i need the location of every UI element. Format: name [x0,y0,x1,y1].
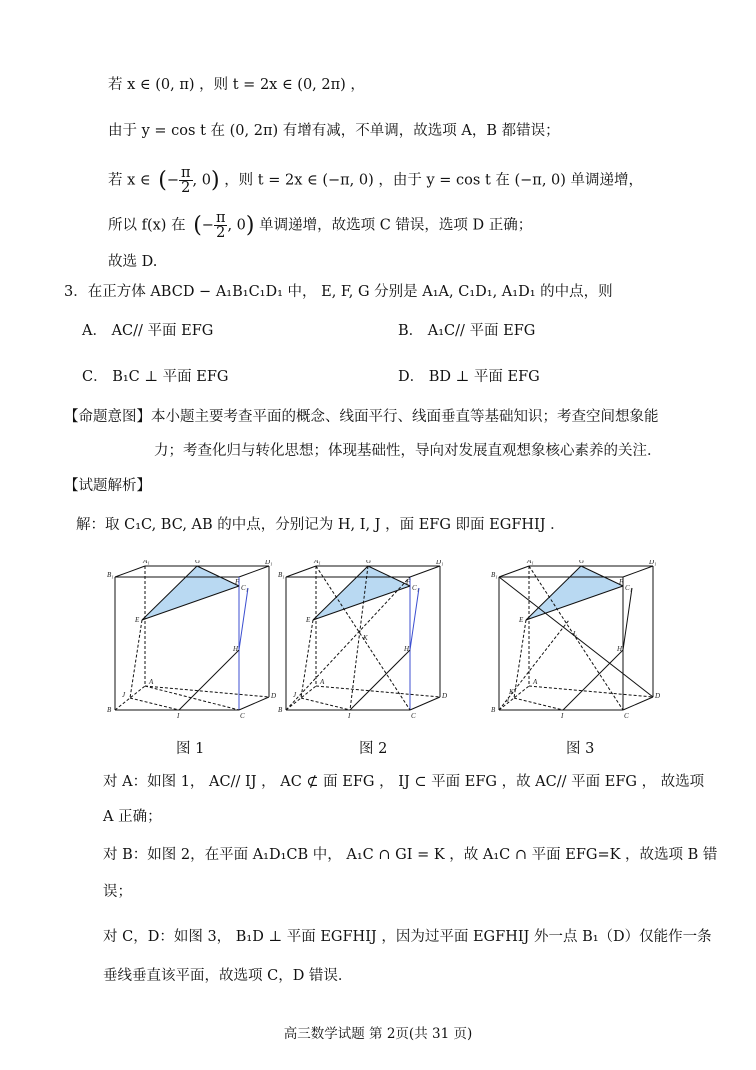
label-B1: B₁ [491,571,498,579]
label-B: B [278,706,283,714]
para-a-line-1: 对 A：如图 1， AC// IJ ， AC ⊄ 面 EFG ， IJ ⊂ 平面 EFG ，故 AC// 平面 EFG ， 故选项 [103,774,705,790]
label-K: K [363,634,368,642]
line-1: 若 x ∈ (0, π) ，则 t = 2x ∈ (0, 2π) ， [108,77,365,93]
label-J: J [122,691,126,699]
label-C1: C₁ [241,584,249,592]
line-3-start: 若 x ∈ [108,172,151,189]
label-H: H [617,645,623,653]
label-A: A [149,678,154,686]
label-J: J [293,691,297,699]
line-3-end: ，则 t = 2x ∈ (−π, 0) ，由于 y = cos t 在 (−π, 0) 单调递增， [224,172,644,189]
frac-num: π [181,165,191,181]
label-I: I [177,712,180,720]
caption-figure-3: 图 3 [566,741,595,757]
option-a: A． AC// 平面 EFG [82,323,214,339]
label-E: E [306,616,311,624]
line-4-end: 单调递增，故选项 C 错误，选项 D 正确； [259,217,533,234]
para-cd-line-1: 对 C，D：如图 3， B₁D ⊥ 平面 EGFHIJ ，因为过平面 EGFHIJ 外一点 B₁（D）仅能作一条 [103,929,712,945]
fraction-neg-pi-half: − $\frac{\pi}{2}$ , 0 [166,165,211,196]
label-G: G [366,560,372,565]
paren-close: ) [210,167,220,193]
analysis-heading: 【试题解析】 [64,478,151,494]
para-b-line-2: 误； [103,884,132,900]
label-D: D [442,692,448,700]
frac-den: 2 [181,180,191,196]
shaded-plane [142,566,239,620]
line-5: 故选 D. [108,254,158,270]
label-B1: B₁ [107,571,114,579]
frac-num-2: π [215,210,226,226]
para-b-line-1: 对 B：如图 2，在平面 A₁D₁CB 中， A₁C ∩ GI = K ，故 A₁C ∩ 平面 EFG=K ，故选项 B 错 [103,847,718,863]
label-D: D [655,692,661,700]
label-G: G [579,560,585,565]
para-a-line-2: A 正确； [103,809,162,825]
line-3 [108,166,643,195]
line-2: 由于 y = cos t 在 (0, 2π) 有增有减，不单调，故选项 A，B 都错误； [108,123,560,139]
label-H: H [233,645,239,653]
figure-2-cube [276,560,451,725]
label-E: E [135,616,140,624]
solution-line: 解：取 C₁C, BC, AB 的中点，分别记为 H, I, J ，面 EFG 即面 EGFHIJ ． [76,517,565,533]
label-H: H [404,645,410,653]
label-C1: C₁ [625,584,633,592]
intent-line-2: 力；考查化归与转化思想；体现基础性，导向对发展直观想象核心素养的关注． [154,443,662,459]
label-D1: D₁ [436,560,444,566]
page-footer: 高三数学试题 第 2页(共 31 页) [283,1026,473,1042]
option-d: D． BD ⊥ 平面 EFG [398,369,540,385]
label-D: D [271,692,277,700]
label-E: E [519,616,524,624]
label-K: K [509,688,514,696]
fraction-neg-pi-half-2: − $\frac{\pi}{2}$ , 0 [201,210,246,241]
label-C1: C₁ [412,584,420,592]
label-F: F [406,578,411,586]
label-C: C [411,712,416,720]
label-L: L [573,630,577,638]
option-b: B． A₁C// 平面 EFG [398,323,536,339]
label-F: F [235,578,240,586]
label-A: A [533,678,538,686]
intent-line-1: 【命题意图】本小题主要考查平面的概念、线面平行、线面垂直等基础知识；考查空间想象能 [64,409,659,425]
caption-figure-2: 图 2 [359,741,388,757]
label-C: C [240,712,245,720]
paren-open-2: ( [193,212,202,238]
label-I: I [561,712,564,720]
label-D1: D₁ [265,560,273,566]
frac-tail-2: , 0 [227,217,246,234]
question-3: 3．在正方体 ABCD − A₁B₁C₁D₁ 中， E, F, G 分别是 A₁A, C₁D₁, A₁D₁ 的中点，则 [64,284,613,300]
paren-close-2: ) [245,212,255,238]
label-C: C [624,712,629,720]
label-J: J [506,696,510,704]
paren-open: ( [158,167,167,193]
label-A1: A₁ [314,560,321,565]
frac-den-2: 2 [216,225,226,241]
label-B1: B₁ [278,571,285,579]
label-A1: A₁ [527,560,534,565]
line-4 [108,211,532,240]
label-I: I [348,712,351,720]
frac-tail: , 0 [192,172,211,189]
line-4-start: 所以 f(x) 在 [108,217,186,234]
label-B: B [491,706,496,714]
label-A1: A₁ [143,560,150,565]
para-cd-line-2: 垂线垂直该平面，故选项 C，D 错误． [103,968,353,984]
figure-3-cube [489,560,664,725]
label-G: G [195,560,201,565]
option-c: C． B₁C ⊥ 平面 EFG [82,369,229,385]
label-F: F [619,578,624,586]
label-B: B [107,706,112,714]
caption-figure-1: 图 1 [176,741,205,757]
figure-1-cube [105,560,280,725]
shaded-plane [526,566,623,620]
label-D1: D₁ [649,560,657,566]
label-A: A [320,678,325,686]
